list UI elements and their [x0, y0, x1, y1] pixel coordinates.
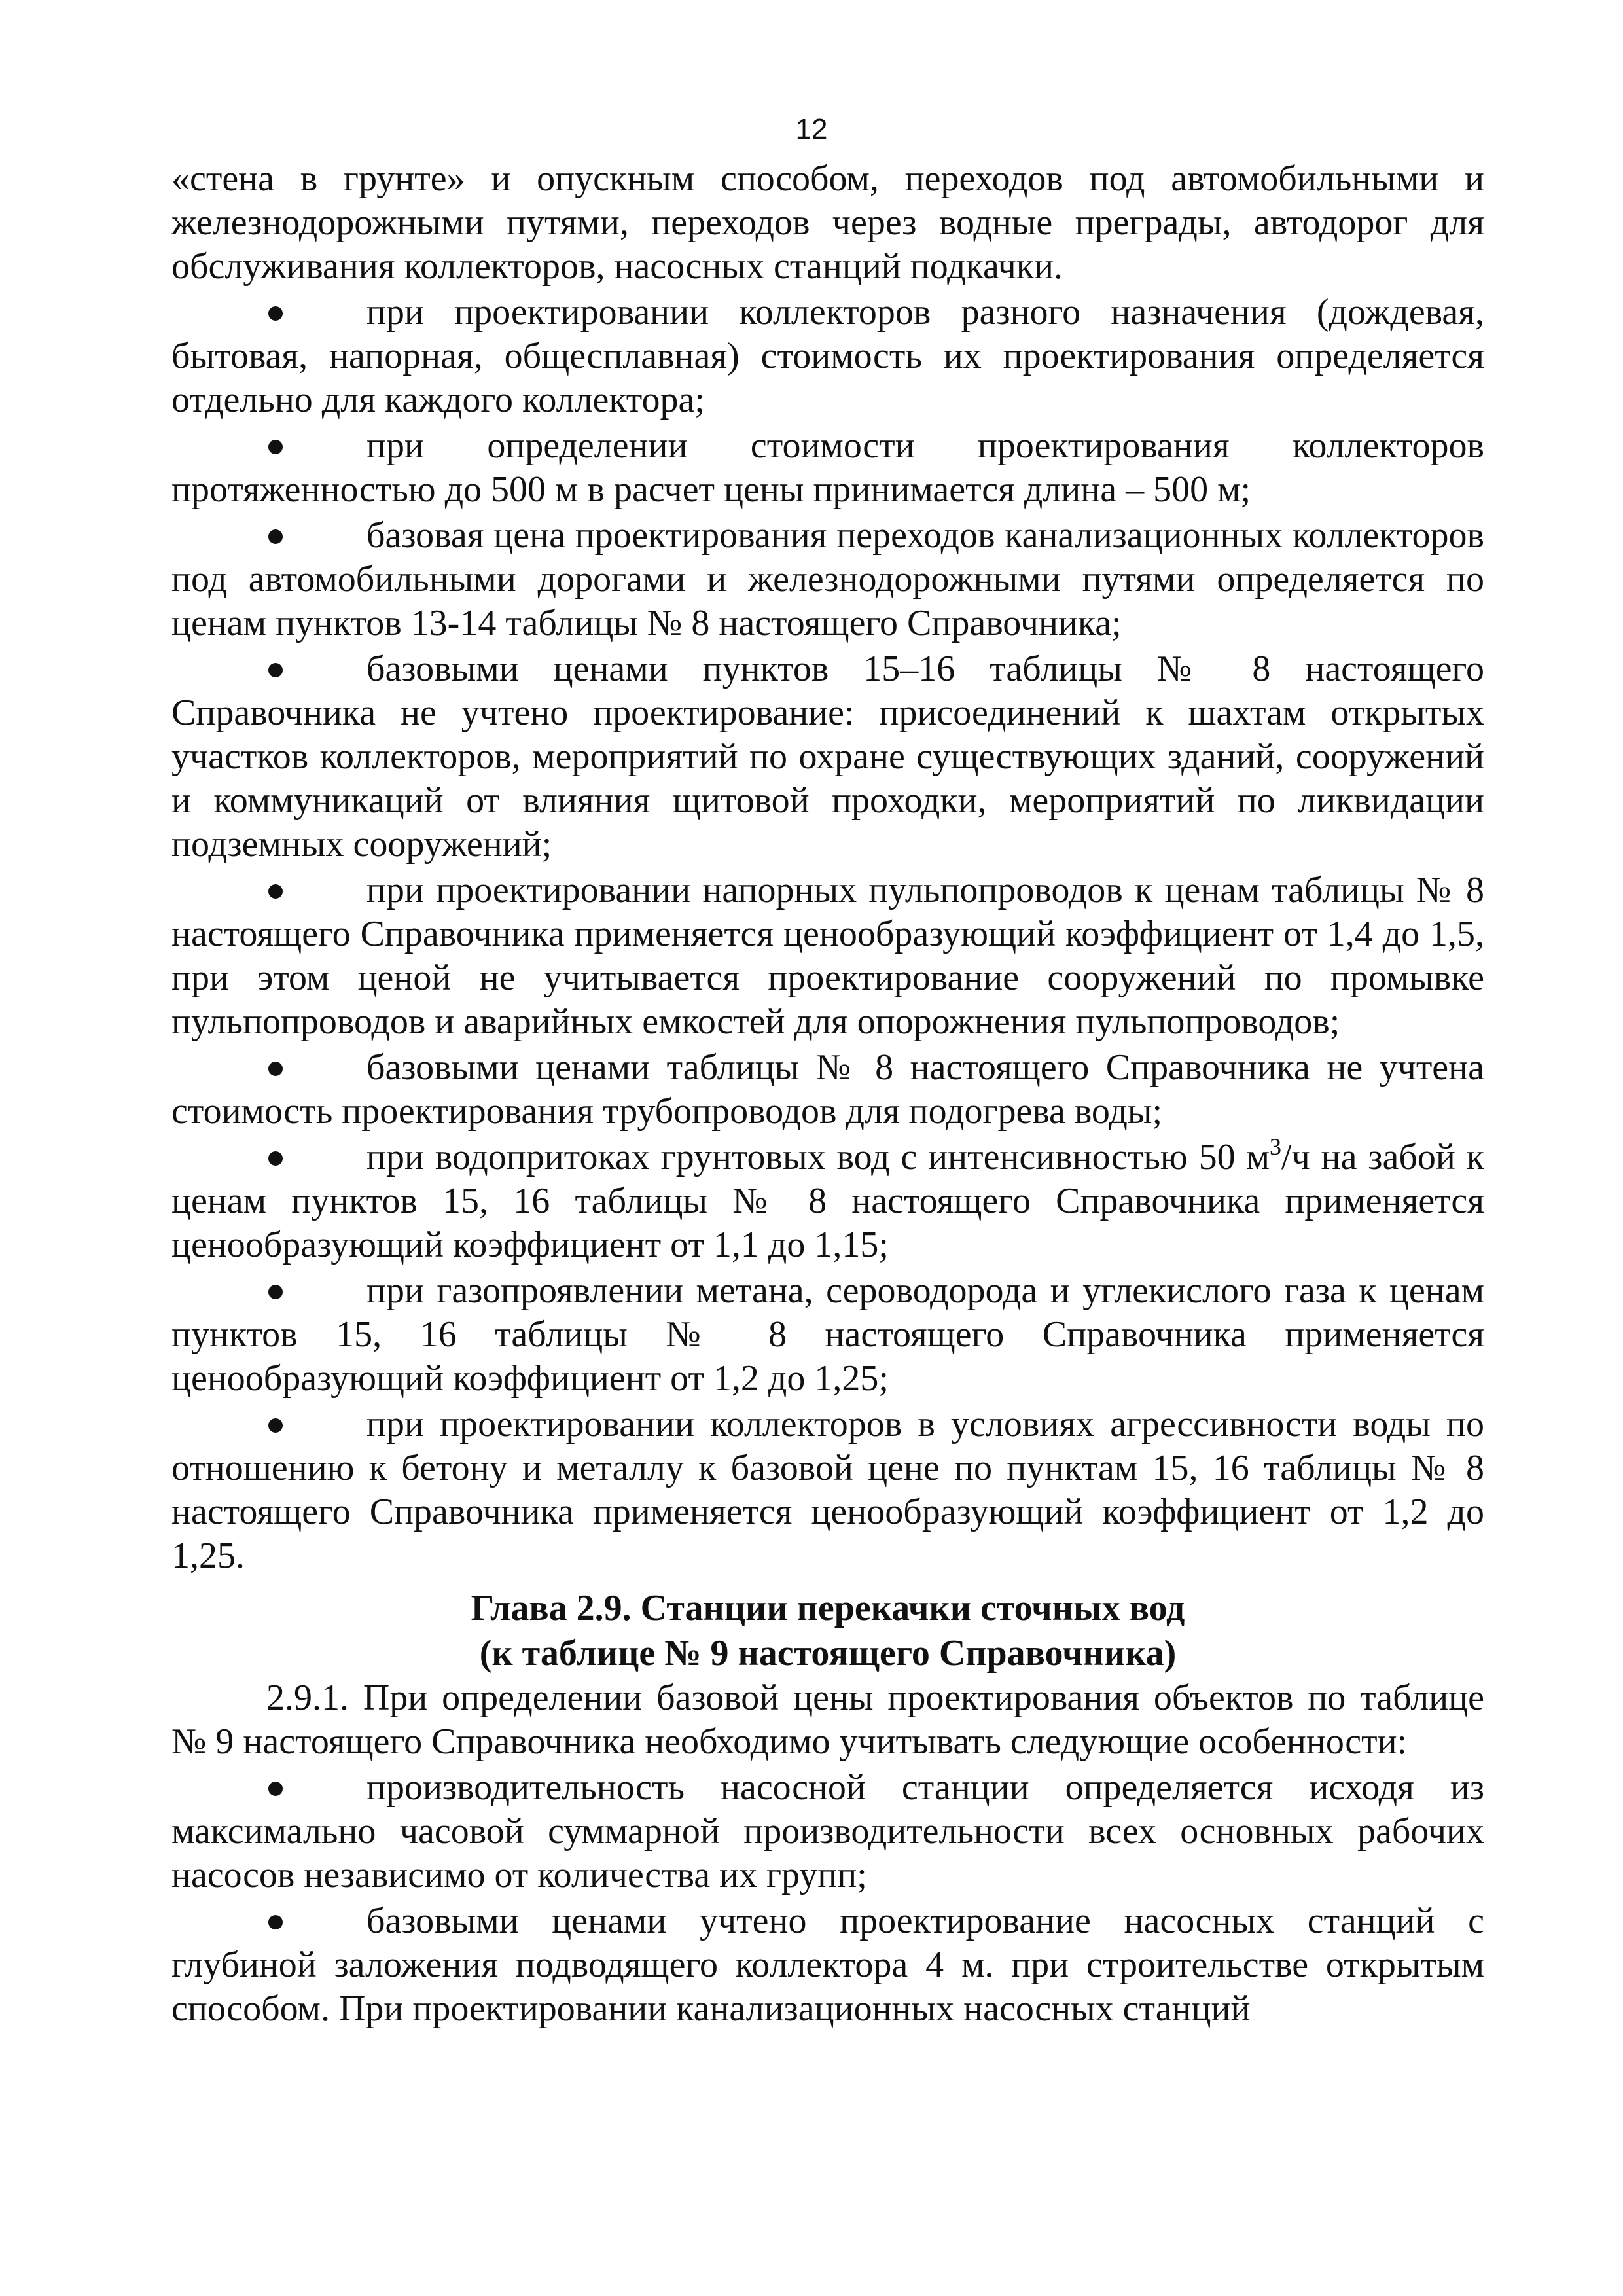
page-number: 12: [795, 113, 828, 145]
bullet-item: [171, 1136, 1484, 1267]
document-body: [171, 157, 1484, 2031]
bullet-text: базовыми ценами пунктов 15–16 таблицы № 8 настоящего Справочника не учтено проектирование: присоединений к шахтам открытых участков коллекторов, мероприятий по охране существующих зданий, сооружений и коммуникаций от влияния щитовой проходки, мероприятий по ликвидации подземных сооружений;: [171, 649, 1484, 865]
bullet-text: при проектировании напорных пульпопроводов к ценам таблицы № 8 настоящего Справочника применяется ценообразующий коэффициент от 1,4 до 1,5, при этом ценой не учитывается проектирование сооружений по промывке пульпопроводов и аварийных емкостей для опорожнения пульпопроводов;: [171, 870, 1484, 1042]
bullet-icon: [268, 884, 283, 899]
bullet-text: при определении стоимости проектирования коллекторов протяженностью до 500 м в расчет цены принимается длина – 500 м;: [171, 425, 1484, 510]
bullet-item: [171, 1899, 1484, 2031]
bullet-item: [171, 869, 1484, 1044]
bullet-text: при газопроявлении метана, сероводорода и углекислого газа к ценам пунктов 15, 16 таблицы № 8 настоящего Справочника применяется ценообразующий коэффициент от 1,2 до 1,25;: [171, 1270, 1484, 1399]
bullet-item: [171, 1046, 1484, 1134]
bullet-icon: [268, 1915, 283, 1929]
bullet-text: базовая цена проектирования переходов канализационных коллекторов под автомобильными дорогами и железнодорожными путями определяется по ценам пунктов 13-14 таблицы № 8 настоящего Справочника;: [171, 515, 1484, 643]
bullet-text: при проектировании коллекторов разного назначения (дождевая, бытовая, напорная, общесплавная) стоимость их проектирования определяется отдельно для каждого коллектора;: [171, 292, 1484, 420]
bullet-icon: [268, 1418, 283, 1433]
bullet-icon: [268, 306, 283, 321]
bullet-icon: [268, 1285, 283, 1299]
bullet-text-before: при водопритоках грунтовых вод с интенсивностью 50 м: [366, 1137, 1270, 1177]
bullet-text: базовыми ценами учтено проектирование насосных станций с глубиной заложения подводящего коллектора 4 м. при строительстве открытым способом. При проектировании канализационных насосных станций: [171, 1901, 1484, 2029]
bullet-item: [171, 647, 1484, 867]
bullet-icon: [268, 440, 283, 454]
paragraph-continuation: «стена в грунте» и опускным способом, переходов под автомобильными и железнодорожными путями, переходов через водные преграды, автодорог для обслуживания коллекторов, насосных станций подкачки.: [171, 158, 1484, 287]
chapter-title: Глава 2.9. Станции перекачки сточных вод: [471, 1588, 1185, 1628]
bullet-icon: [268, 1062, 283, 1076]
bullet-item: [171, 291, 1484, 422]
bullet-icon: [268, 1782, 283, 1796]
bullet-text-after: /ч на забой к ценам пунктов 15, 16 таблицы № 8 настоящего Справочника применяется ценообразующий коэффициент от 1,1 до 1,15;: [171, 1137, 1484, 1265]
bullet-text: при проектировании коллекторов в условиях агрессивности воды по отношению к бетону и металлу к базовой цене по пунктам 15, 16 таблицы № 8 настоящего Справочника применяется ценообразующий коэффициент от 1,2 до 1,25.: [171, 1404, 1484, 1576]
bullet-item: [171, 1269, 1484, 1401]
chapter-subtitle: (к таблице № 9 настоящего Справочника): [479, 1633, 1177, 1674]
section-intro: 2.9.1. При определении базовой цены проектирования объектов по таблице № 9 настоящего Справочника необходимо учитывать следующие особенности:: [171, 1677, 1484, 1762]
bullet-text: базовыми ценами таблицы № 8 настоящего Справочника не учтена стоимость проектирования трубопроводов для подогрева воды;: [171, 1047, 1484, 1132]
superscript-exponent: 3: [1270, 1134, 1282, 1160]
bullet-text: производительность насосной станции определяется исходя из максимально часовой суммарной производительности всех основных рабочих насосов независимо от количества их групп;: [171, 1767, 1484, 1895]
bullet-item: [171, 1766, 1484, 1897]
bullet-item: [171, 514, 1484, 645]
bullet-item: [171, 1403, 1484, 1578]
bullet-icon: [268, 529, 283, 544]
bullet-item: [171, 424, 1484, 512]
bullet-icon: [268, 1151, 283, 1166]
bullet-icon: [268, 663, 283, 677]
